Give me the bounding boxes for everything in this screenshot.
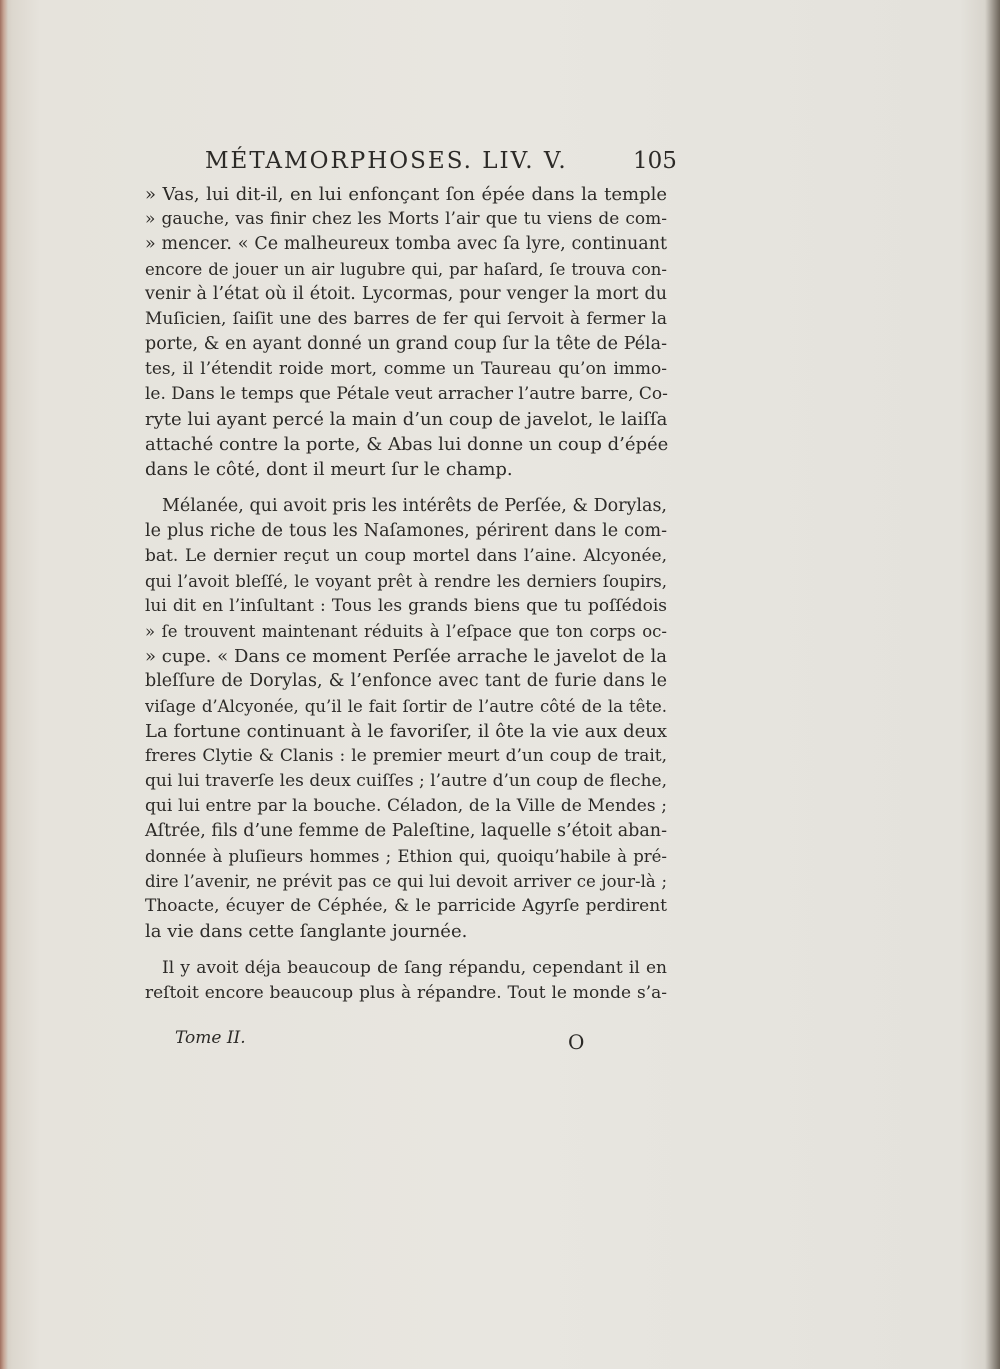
text-line: donnée à pluſieurs hommes ; Ethion qui, quoiqu’habile à pré- <box>145 847 667 866</box>
page-number: 105 <box>633 148 677 174</box>
text-line: Muſicien, ſaiſit une des barres de fer qui ſervoit à fermer la <box>145 309 667 329</box>
running-title: MÉTAMORPHOSES. LIV. V. <box>205 148 568 174</box>
text-line: » ſe trouvent maintenant réduits à l’eſpace que ton corps oc- <box>145 622 667 641</box>
text-line: freres Clytie & Clanis : le premier meurt d’un coup de trait, <box>145 746 667 766</box>
text-line: encore de jouer un air lugubre qui, par haſard, ſe trouva con- <box>145 260 667 279</box>
volume-label: Tome II. <box>175 1028 246 1048</box>
text-line: Il y avoit déja beaucoup de ſang répandu, cependant il en <box>162 958 667 978</box>
text-line: porte, & en ayant donné un grand coup ſur la tête de Péla- <box>145 334 667 354</box>
text-line: la vie dans cette ſanglante journée. <box>145 921 468 942</box>
text-line: le. Dans le temps que Pétale veut arracher l’autre barre, Co- <box>145 384 668 404</box>
text-line: tes, il l’étendit roide mort, comme un Taureau qu’on immo- <box>145 359 667 379</box>
text-line: Mélanée, qui avoit pris les intérêts de Perſée, & Dorylas, <box>162 496 667 516</box>
text-line: Aſtrée, fils d’une femme de Paleſtine, laquelle s’étoit aban- <box>145 821 667 841</box>
text-line: qui l’avoit bleſſé, le voyant prêt à rendre les derniers ſoupirs, <box>145 572 667 591</box>
text-line: Thoacte, écuyer de Céphée, & le parricide Agyrſe perdirent <box>145 896 667 916</box>
running-head <box>0 148 1000 184</box>
text-line: » cupe. « Dans ce moment Perſée arrache le javelot de la <box>145 646 667 667</box>
text-line: La fortune continuant à le favoriſer, il ôte la vie aux deux <box>145 721 667 742</box>
text-line: dans le côté, dont il meurt ſur le champ. <box>145 459 513 480</box>
text-line: » mencer. « Ce malheureux tomba avec ſa lyre, continuant <box>145 234 667 254</box>
text-line: le plus riche de tous les Naſamones, périrent dans le com- <box>145 521 667 541</box>
text-line: qui lui traverſe les deux cuiſſes ; l’autre d’un coup de fleche, <box>145 771 667 791</box>
binding-gutter <box>0 0 8 1369</box>
text-line: ryte lui ayant percé la main d’un coup de javelot, le laiſſa <box>145 409 668 430</box>
text-line: » Vas, lui dit-il, en lui enfonçant ſon épée dans la temple <box>145 184 667 205</box>
text-line: attaché contre la porte, & Abas lui donne un coup d’épée <box>145 434 669 455</box>
text-line: bat. Le dernier reçut un coup mortel dans l’aine. Alcyonée, <box>145 546 667 566</box>
signature-mark: O <box>568 1030 585 1054</box>
text-line: » gauche, vas finir chez les Morts l’air que tu viens de com- <box>145 209 667 229</box>
text-line: reſtoit encore beaucoup plus à répandre. Tout le monde s’a- <box>145 983 667 1003</box>
text-line: venir à l’état où il étoit. Lycormas, pour venger la mort du <box>145 284 667 304</box>
page-footer <box>0 1028 1000 1058</box>
text-line: qui lui entre par la bouche. Céladon, de la Ville de Mendes ; <box>145 796 667 816</box>
text-line: viſage d’Alcyonée, qu’il le fait ſortir de l’autre côté de la tête. <box>145 697 667 716</box>
text-line: bleſſure de Dorylas, & l’enfonce avec tant de furie dans le <box>145 671 667 691</box>
text-line: lui dit en l’inſultant : Tous les grands biens que tu poſſédois <box>145 596 667 616</box>
text-line: dire l’avenir, ne prévit pas ce qui lui devoit arriver ce jour-là ; <box>145 872 667 891</box>
